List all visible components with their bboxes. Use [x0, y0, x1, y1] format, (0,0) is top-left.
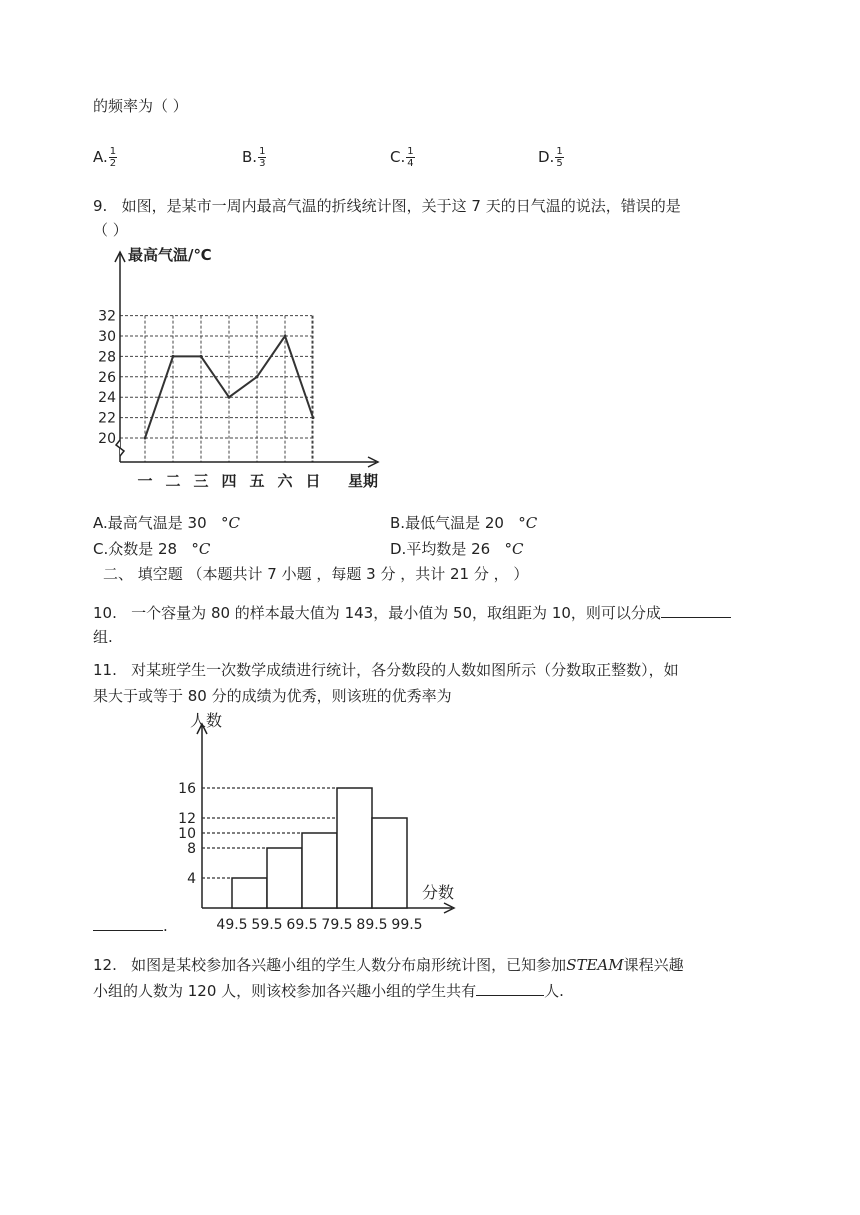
- q8-option-a-label: A.: [93, 148, 108, 166]
- y-tick-label-32: 32: [98, 308, 116, 325]
- x-tick-label-1: 二: [165, 472, 181, 490]
- q10-question: [93, 603, 731, 623]
- q12-number: 12.: [93, 956, 117, 974]
- q11-question: [93, 660, 679, 680]
- q9-option-b-unit: °C: [518, 514, 538, 532]
- q8-option-a-fraction: $\frac{1}{2}$: [109, 146, 117, 169]
- temperature-line-chart: [98, 240, 388, 500]
- y-tick-label-16: 16: [178, 781, 196, 797]
- y-tick-label-10: 10: [178, 826, 196, 842]
- temperature-point-6: [312, 416, 315, 419]
- q9-option-a-text: 最高气温是 30: [107, 514, 207, 532]
- q8-option-d-label: D.: [538, 148, 555, 166]
- y-tick-label-22: 22: [98, 410, 116, 427]
- q12-answer-blank[interactable]: [476, 981, 544, 996]
- histogram-bar-1: [267, 848, 302, 908]
- y-axis-break: [116, 440, 124, 456]
- q11-answer-line: [93, 916, 168, 936]
- q9-option-c-label: C.: [93, 540, 109, 558]
- x-tick-label-2: 69.5: [286, 917, 318, 933]
- histogram-bar-0: [232, 878, 267, 908]
- q11-text: 对某班学生一次数学成绩进行统计，各分数段的人数如图所示（分数取正整数），如: [131, 661, 679, 679]
- temperature-point-1: [172, 355, 175, 358]
- x-tick-label-5: 99.5: [391, 917, 423, 933]
- q12-tail: 人.: [544, 982, 564, 1000]
- q9-option-d-label: D.: [390, 540, 407, 558]
- y-axis-label: 人数: [190, 711, 223, 730]
- q10-answer-blank[interactable]: [661, 603, 731, 618]
- q8-option-b-label: B.: [242, 148, 258, 166]
- y-tick-label-28: 28: [98, 349, 116, 366]
- q8-option-d[interactable]: [538, 146, 564, 169]
- temperature-point-3: [228, 396, 231, 399]
- x-tick-label-3: 79.5: [321, 917, 353, 933]
- q12-text-a: 如图是某校参加各兴趣小组的学生人数分布扇形统计图，已知参加: [131, 956, 567, 974]
- x-tick-label-1: 59.5: [251, 917, 283, 933]
- histogram-bar-3: [337, 788, 372, 908]
- q8-tail: 的频率为（ ）: [93, 97, 188, 115]
- q9-text: 如图，是某市一周内最高气温的折线统计图，关于这 7 天的日气温的说法，错误的是: [121, 197, 681, 215]
- temperature-point-0: [144, 437, 147, 440]
- q8-option-a[interactable]: [93, 146, 117, 169]
- y-tick-label-20: 20: [98, 431, 116, 447]
- x-tick-label-6: 日: [305, 472, 321, 490]
- q9-option-b[interactable]: [390, 513, 537, 533]
- x-tick-label-3: 四: [221, 472, 237, 490]
- y-tick-label-30: 30: [98, 329, 116, 345]
- q8-option-c-label: C.: [390, 148, 406, 166]
- q9-option-a-label: A.: [93, 514, 108, 532]
- q9-option-d-text: 平均数是 26: [406, 540, 491, 558]
- q9-option-d[interactable]: [390, 539, 523, 559]
- q9-option-c-text: 众数是 28: [108, 540, 178, 558]
- q10-text2: 组.: [93, 628, 113, 646]
- q9-option-c[interactable]: [93, 539, 210, 559]
- y-tick-label-24: 24: [98, 390, 116, 407]
- q10-text: 一个容量为 80 的样本最大值为 143，最小值为 50，取组距为 10，则可以分成: [131, 604, 661, 622]
- y-tick-label-26: 26: [98, 369, 116, 386]
- x-tick-label-4: 89.5: [356, 917, 388, 933]
- y-tick-label-12: 12: [178, 811, 196, 827]
- section-title-fill-in: 二、 填空题 （本题共计 7 小题 ，每题 3 分 ，共计 21 分 ， ）: [103, 565, 529, 583]
- x-axis-label: 分数: [421, 883, 455, 902]
- q12-steam: STEAM: [566, 956, 624, 974]
- x-tick-label-0: 一: [137, 472, 153, 490]
- x-axis-label: 星期: [347, 472, 379, 490]
- q10-number: 10.: [93, 604, 117, 622]
- x-tick-label-4: 五: [249, 472, 265, 490]
- q9-option-a-unit: °C: [220, 514, 240, 532]
- q9-option-b-label: B.: [390, 514, 406, 532]
- x-tick-label-5: 六: [277, 472, 293, 490]
- q12-line2: [93, 981, 564, 1001]
- q8-option-d-fraction: $\frac{1}{5}$: [556, 146, 563, 169]
- q9-option-c-unit: °C: [191, 540, 211, 558]
- q9-option-d-unit: °C: [504, 540, 524, 558]
- histogram-bar-2: [302, 833, 337, 908]
- q9-text2: （ ）: [93, 221, 128, 239]
- y-tick-label-8: 8: [187, 841, 196, 857]
- x-tick-label-2: 三: [193, 472, 209, 490]
- temperature-point-4: [256, 375, 259, 378]
- y-axis-label: 最高气温/℃: [128, 246, 212, 264]
- q11-number: 11.: [93, 661, 117, 679]
- score-histogram: [170, 708, 470, 940]
- q9-number: 9.: [93, 197, 108, 215]
- q11-text2: 果大于或等于 80 分的成绩为优秀，则该班的优秀率为: [93, 687, 452, 705]
- q12-question: [93, 955, 684, 975]
- q9-option-a[interactable]: [93, 513, 240, 533]
- q11-answer-blank[interactable]: [93, 916, 163, 931]
- temperature-point-2: [200, 355, 203, 358]
- q8-option-c-fraction: $\frac{1}{4}$: [407, 146, 414, 169]
- y-tick-label-4: 4: [187, 871, 196, 887]
- q12-text-b: 课程兴趣: [623, 956, 684, 974]
- temperature-point-5: [284, 335, 287, 338]
- q12-text2: 小组的人数为 120 人，则该校参加各兴趣小组的学生共有: [93, 982, 477, 1000]
- q8-option-c[interactable]: [390, 146, 415, 169]
- x-tick-label-0: 49.5: [216, 917, 248, 933]
- q8-option-b[interactable]: [242, 146, 266, 169]
- q8-option-b-fraction: $\frac{1}{3}$: [259, 146, 266, 169]
- q9-question: [93, 196, 681, 216]
- q9-option-b-text: 最低气温是 20: [405, 514, 504, 532]
- q11-tail: .: [163, 917, 168, 935]
- histogram-bar-4: [372, 818, 407, 908]
